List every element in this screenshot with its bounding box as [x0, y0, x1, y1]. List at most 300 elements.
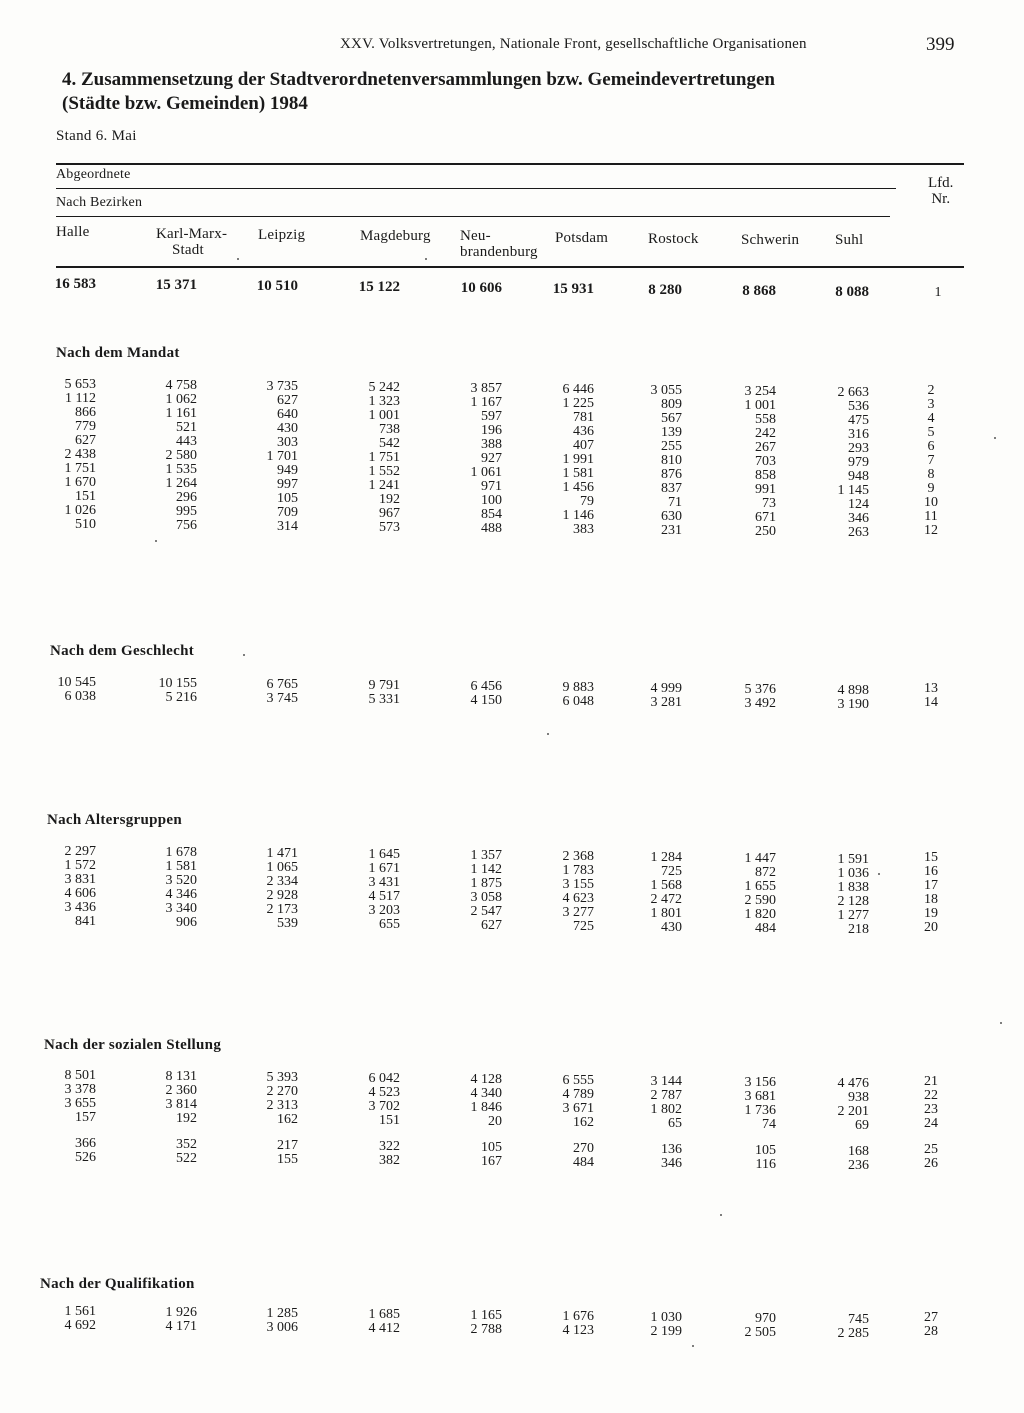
- table-cell: 3 006: [266, 1320, 298, 1335]
- table-cell: 151: [379, 1113, 400, 1128]
- top-rule: [56, 163, 964, 165]
- data-column-block: [369, 679, 401, 707]
- table-cell: 352: [176, 1137, 197, 1152]
- table-cell: 627: [75, 433, 96, 448]
- table-cell: 484: [755, 921, 776, 936]
- data-column-block: [65, 1305, 97, 1333]
- table-cell: 4 758: [165, 378, 197, 393]
- table-cell: 6 042: [368, 1071, 400, 1086]
- lfd-nr-column: [916, 851, 946, 935]
- table-cell: 430: [661, 920, 682, 935]
- table-cell: 627: [277, 393, 298, 408]
- table-cell: 136: [661, 1142, 682, 1157]
- table-cell: 1 167: [470, 395, 502, 410]
- table-cell: 2 173: [266, 902, 298, 917]
- data-column-block: [651, 851, 683, 935]
- header-bottom-rule: [56, 266, 964, 268]
- table-cell: 250: [755, 524, 776, 539]
- total-halle: 16 583: [54, 276, 96, 292]
- data-column-block: [369, 848, 401, 932]
- table-cell: 1 926: [165, 1305, 197, 1320]
- table-cell: 2 313: [266, 1098, 298, 1113]
- table-cell: 382: [379, 1153, 400, 1168]
- table-cell: 3 735: [266, 379, 298, 394]
- data-column-block: [563, 1074, 595, 1170]
- table-cell: 73: [762, 496, 776, 511]
- table-cell: 2 270: [266, 1084, 298, 1099]
- table-cell: 3 681: [744, 1089, 776, 1104]
- table-cell: 4 346: [165, 887, 197, 902]
- table-cell: 3 277: [562, 905, 594, 920]
- table-cell: 781: [573, 410, 594, 425]
- lfd-nr-cell: 5: [927, 425, 935, 440]
- table-cell: 573: [379, 520, 400, 535]
- lfd-nr-cell: 17: [924, 878, 938, 893]
- table-cell: 1 591: [837, 852, 869, 867]
- table-cell: 196: [481, 423, 502, 438]
- total-potsdam: 15 931: [552, 281, 594, 297]
- table-cell: 4 412: [368, 1321, 400, 1336]
- table-cell: 510: [75, 517, 96, 532]
- table-cell: 2 360: [165, 1083, 197, 1098]
- table-cell: 2 580: [165, 448, 197, 463]
- table-cell: 168: [848, 1144, 869, 1159]
- lfd-nr-cell: 11: [924, 509, 938, 524]
- table-cell: 567: [661, 411, 682, 426]
- table-title-line2: (Städte bzw. Gemeinden) 1984: [62, 93, 308, 114]
- data-column-block: [563, 383, 595, 537]
- table-cell: 1 655: [744, 879, 776, 894]
- lfd-nr-cell: 27: [924, 1310, 938, 1325]
- table-cell: 2 297: [64, 844, 96, 859]
- table-cell: 3 492: [744, 696, 776, 711]
- section-heading-mandat: Nach dem Mandat: [56, 345, 180, 361]
- table-cell: 1 241: [368, 478, 400, 493]
- scan-speck: [994, 437, 996, 439]
- table-cell: 1 471: [266, 846, 298, 861]
- table-cell: 2 788: [470, 1322, 502, 1337]
- table-cell: 703: [755, 454, 776, 469]
- table-cell: 9 791: [368, 678, 400, 693]
- table-cell: 1 026: [64, 503, 96, 518]
- col-head-line2: brandenburg: [460, 244, 538, 260]
- table-cell: 756: [176, 518, 197, 533]
- table-cell: 738: [379, 422, 400, 437]
- table-cell: 139: [661, 425, 682, 440]
- table-cell: 1 568: [650, 878, 682, 893]
- table-cell: 236: [848, 1158, 869, 1173]
- table-cell: 314: [277, 519, 298, 534]
- table-cell: 1 225: [562, 396, 594, 411]
- table-cell: 8 501: [64, 1068, 96, 1083]
- table-cell: 71: [668, 495, 682, 510]
- table-cell: 597: [481, 409, 502, 424]
- table-cell: 74: [762, 1117, 776, 1132]
- data-column-block: [65, 845, 97, 929]
- table-cell: 3 745: [266, 691, 298, 706]
- data-column-block: [838, 1077, 870, 1173]
- nach-bezirken-label: Nach Bezirken: [56, 195, 143, 210]
- scan-speck: [243, 654, 245, 656]
- table-cell: 1 062: [165, 392, 197, 407]
- table-cell: 270: [573, 1141, 594, 1156]
- table-cell: 484: [573, 1155, 594, 1170]
- table-cell: 1 447: [744, 851, 776, 866]
- data-column-block: [838, 1313, 870, 1341]
- data-column-block: [745, 683, 777, 711]
- data-column-block: [369, 1308, 401, 1336]
- table-cell: 6 456: [470, 679, 502, 694]
- data-column-block: [369, 381, 401, 535]
- lfd-nr-cell: 4: [927, 411, 935, 426]
- table-cell: 997: [277, 477, 298, 492]
- table-cell: 1 142: [470, 862, 502, 877]
- table-cell: 1 572: [64, 858, 96, 873]
- col-head-line1: Neu-: [460, 228, 491, 244]
- table-cell: 2 201: [837, 1104, 869, 1119]
- col-head-leipzig: [258, 227, 305, 243]
- table-cell: 3 436: [64, 900, 96, 915]
- table-cell: 5 216: [165, 690, 197, 705]
- table-cell: 995: [176, 504, 197, 519]
- table-cell: 1 165: [470, 1308, 502, 1323]
- table-cell: 2 334: [266, 874, 298, 889]
- section-heading-qualifikation: Nach der Qualifikation: [40, 1276, 195, 1292]
- lfd-nr-cell: 7: [927, 453, 935, 468]
- scan-speck: [720, 1214, 722, 1216]
- table-cell: 521: [176, 420, 197, 435]
- table-cell: 116: [755, 1157, 776, 1172]
- table-cell: 346: [661, 1156, 682, 1171]
- data-column-block: [166, 1070, 198, 1166]
- data-column-block: [745, 1312, 777, 1340]
- col-head-rostock: [648, 231, 699, 247]
- table-cell: 970: [755, 1311, 776, 1326]
- table-cell: 3 857: [470, 381, 502, 396]
- table-cell: 3 671: [562, 1101, 594, 1116]
- table-cell: 1 285: [266, 1306, 298, 1321]
- table-cell: 4 171: [165, 1319, 197, 1334]
- table-cell: 20: [488, 1114, 502, 1129]
- table-cell: 155: [277, 1152, 298, 1167]
- table-cell: 6 048: [562, 694, 594, 709]
- data-column-block: [651, 1311, 683, 1339]
- table-cell: 303: [277, 435, 298, 450]
- table-cell: 3 655: [64, 1096, 96, 1111]
- table-cell: 4 692: [64, 1318, 96, 1333]
- lfd-nr-cell: 6: [927, 439, 935, 454]
- table-cell: 5 331: [368, 692, 400, 707]
- table-cell: 430: [277, 421, 298, 436]
- table-cell: 810: [661, 453, 682, 468]
- lfd-nr-cell: 19: [924, 906, 938, 921]
- table-cell: 2 199: [650, 1324, 682, 1339]
- table-cell: 4 476: [837, 1076, 869, 1091]
- table-cell: 1 991: [562, 452, 594, 467]
- table-cell: 1 456: [562, 480, 594, 495]
- table-cell: 4 123: [562, 1323, 594, 1338]
- table-cell: 3 055: [650, 383, 682, 398]
- lfd-nr-column: [916, 1075, 946, 1171]
- data-column-block: [166, 379, 198, 533]
- table-cell: 10 155: [158, 676, 197, 691]
- table-cell: 4 789: [562, 1087, 594, 1102]
- table-cell: 157: [75, 1110, 96, 1125]
- table-cell: 1 838: [837, 880, 869, 895]
- data-column-block: [563, 681, 595, 709]
- lfd-nr-cell: 9: [927, 481, 935, 496]
- table-cell: 79: [580, 494, 594, 509]
- total-suhl: 8 088: [835, 284, 869, 300]
- table-cell: 1 751: [368, 450, 400, 465]
- table-cell: 640: [277, 407, 298, 422]
- table-cell: 2 547: [470, 904, 502, 919]
- table-cell: 906: [176, 915, 197, 930]
- lfd-nr-cell: 14: [924, 695, 938, 710]
- table-cell: 10 545: [57, 675, 96, 690]
- table-cell: 192: [176, 1111, 197, 1126]
- total-magdeburg: 15 122: [358, 279, 400, 295]
- data-column-block: [651, 384, 683, 538]
- scan-speck: [155, 540, 157, 542]
- scan-speck: [425, 258, 427, 260]
- lfd-nr-cell: 2: [927, 383, 935, 398]
- table-cell: 3 814: [165, 1097, 197, 1112]
- bezirken-rule: [56, 216, 890, 217]
- table-cell: 3 144: [650, 1074, 682, 1089]
- table-cell: 1 736: [744, 1103, 776, 1118]
- col-head-suhl: [835, 232, 863, 248]
- table-cell: 5 242: [368, 380, 400, 395]
- table-cell: 5 376: [744, 682, 776, 697]
- table-cell: 3 155: [562, 877, 594, 892]
- table-cell: 488: [481, 521, 502, 536]
- table-cell: 4 128: [470, 1072, 502, 1087]
- table-cell: 655: [379, 917, 400, 932]
- lfd-nr-cell: 25: [924, 1142, 938, 1157]
- table-cell: 1 323: [368, 394, 400, 409]
- table-cell: 1 561: [64, 1304, 96, 1319]
- table-cell: 809: [661, 397, 682, 412]
- table-cell: 949: [277, 463, 298, 478]
- table-cell: 1 065: [266, 860, 298, 875]
- col-head-line2: Stadt: [172, 242, 204, 258]
- table-cell: 2 928: [266, 888, 298, 903]
- col-head-karl-marx-stadt: [156, 226, 227, 258]
- table-cell: 1 783: [562, 863, 594, 878]
- table-cell: 671: [755, 510, 776, 525]
- table-cell: 837: [661, 481, 682, 496]
- table-cell: 151: [75, 489, 96, 504]
- table-cell: 2 505: [744, 1325, 776, 1340]
- col-head-line1: Rostock: [648, 231, 699, 247]
- table-cell: 1 112: [65, 391, 96, 406]
- table-cell: 1 284: [650, 850, 682, 865]
- lfd-nr-cell: 18: [924, 892, 938, 907]
- table-cell: 407: [573, 438, 594, 453]
- data-column-block: [563, 1310, 595, 1338]
- total-rostock: 8 280: [648, 282, 682, 298]
- table-cell: 539: [277, 916, 298, 931]
- lfd-nr-cell: 8: [927, 467, 935, 482]
- table-cell: 725: [573, 919, 594, 934]
- data-column-block: [745, 385, 777, 539]
- table-cell: 1 146: [562, 508, 594, 523]
- table-cell: 316: [848, 427, 869, 442]
- scan-speck: [1000, 1022, 1002, 1024]
- table-cell: 4 150: [470, 693, 502, 708]
- table-cell: 9 883: [562, 680, 594, 695]
- stand-date: Stand 6. Mai: [56, 128, 137, 144]
- table-cell: 231: [661, 523, 682, 538]
- table-cell: 2 438: [64, 447, 96, 462]
- data-column-block: [471, 680, 503, 708]
- table-cell: 536: [848, 399, 869, 414]
- col-head-line1: Magdeburg: [360, 228, 431, 244]
- table-cell: 1 552: [368, 464, 400, 479]
- lfd-nr-cell: 16: [924, 864, 938, 879]
- table-cell: 1 357: [470, 848, 502, 863]
- table-cell: 167: [481, 1154, 502, 1169]
- table-cell: 3 378: [64, 1082, 96, 1097]
- table-cell: 255: [661, 439, 682, 454]
- table-cell: 388: [481, 437, 502, 452]
- table-cell: 65: [668, 1116, 682, 1131]
- total-leipzig: 10 510: [256, 278, 298, 294]
- data-column-block: [267, 847, 299, 931]
- table-cell: 1 277: [837, 908, 869, 923]
- data-column-block: [563, 850, 595, 934]
- col-head-line1: Halle: [56, 224, 90, 240]
- table-cell: 1 535: [165, 462, 197, 477]
- table-cell: 927: [481, 451, 502, 466]
- table-cell: 217: [277, 1138, 298, 1153]
- table-cell: 263: [848, 525, 869, 540]
- table-cell: 3 058: [470, 890, 502, 905]
- table-cell: 6 555: [562, 1073, 594, 1088]
- table-cell: 1 001: [744, 398, 776, 413]
- lfd-nr-cell: 24: [924, 1116, 938, 1131]
- table-cell: 630: [661, 509, 682, 524]
- table-cell: 1 701: [266, 449, 298, 464]
- lfd-nr-cell: 10: [924, 495, 938, 510]
- data-column-block: [267, 678, 299, 706]
- scan-speck: [547, 733, 549, 735]
- table-cell: 1 030: [650, 1310, 682, 1325]
- data-column-block: [159, 677, 198, 705]
- table-cell: 948: [848, 469, 869, 484]
- lfd-nr-cell: 28: [924, 1324, 938, 1339]
- data-column-block: [65, 378, 97, 532]
- scan-speck: [237, 258, 239, 260]
- table-cell: 5 653: [64, 377, 96, 392]
- table-cell: 841: [75, 914, 96, 929]
- table-cell: 991: [755, 482, 776, 497]
- lfd-nr-column: [916, 1311, 946, 1339]
- table-cell: 2 590: [744, 893, 776, 908]
- table-cell: 383: [573, 522, 594, 537]
- table-cell: 866: [75, 405, 96, 420]
- table-cell: 3 190: [837, 697, 869, 712]
- table-cell: 8 131: [165, 1069, 197, 1084]
- table-cell: 6 038: [64, 689, 96, 704]
- table-cell: 6 765: [266, 677, 298, 692]
- total-karl-marx-stadt: 15 371: [155, 277, 197, 293]
- data-column-block: [838, 853, 870, 937]
- col-head-schwerin: [741, 232, 799, 248]
- data-column-block: [745, 852, 777, 936]
- data-column-block: [651, 682, 683, 710]
- table-cell: 3 203: [368, 903, 400, 918]
- data-column-block: [651, 1075, 683, 1171]
- table-cell: 725: [661, 864, 682, 879]
- table-cell: 1 264: [165, 476, 197, 491]
- table-cell: 627: [481, 918, 502, 933]
- table-cell: 322: [379, 1139, 400, 1154]
- table-cell: 1 145: [837, 483, 869, 498]
- table-cell: 3 281: [650, 695, 682, 710]
- table-cell: 542: [379, 436, 400, 451]
- lfd-nr-cell: 15: [924, 850, 938, 865]
- table-cell: 105: [277, 491, 298, 506]
- table-cell: 475: [848, 413, 869, 428]
- table-cell: 4 606: [64, 886, 96, 901]
- data-column-block: [471, 1073, 503, 1169]
- data-column-block: [471, 382, 503, 536]
- table-cell: 443: [176, 434, 197, 449]
- data-column-block: [267, 1307, 299, 1335]
- table-cell: 4 523: [368, 1085, 400, 1100]
- scan-speck: [878, 873, 880, 875]
- table-cell: 6 446: [562, 382, 594, 397]
- data-column-block: [58, 676, 97, 704]
- lfd-nr-column: [916, 384, 946, 538]
- col-head-line1: Suhl: [835, 232, 864, 248]
- data-column-block: [267, 380, 299, 534]
- lfd-nr-header: [928, 175, 953, 207]
- table-cell: 162: [573, 1115, 594, 1130]
- data-column-block: [838, 386, 870, 540]
- total-lfd: 1: [934, 285, 942, 300]
- table-cell: 69: [855, 1118, 869, 1133]
- table-title: [62, 68, 775, 116]
- table-cell: 4 340: [470, 1086, 502, 1101]
- data-column-block: [166, 1306, 198, 1334]
- table-cell: 2 663: [837, 385, 869, 400]
- table-cell: 1 678: [165, 845, 197, 860]
- table-cell: 1 161: [165, 406, 197, 421]
- table-cell: 4 517: [368, 889, 400, 904]
- table-cell: 745: [848, 1312, 869, 1327]
- table-cell: 1 801: [650, 906, 682, 921]
- table-cell: 1 820: [744, 907, 776, 922]
- lfd-nr-cell: 13: [924, 681, 938, 696]
- table-cell: 971: [481, 479, 502, 494]
- col-head-potsdam: [555, 230, 608, 246]
- section-heading-geschlecht: Nach dem Geschlecht: [50, 643, 195, 659]
- col-head-magdeburg: [360, 228, 431, 244]
- data-column-block: [471, 849, 503, 933]
- table-cell: 1 001: [368, 408, 400, 423]
- table-cell: 2 787: [650, 1088, 682, 1103]
- table-cell: 4 623: [562, 891, 594, 906]
- table-cell: 1 061: [470, 465, 502, 480]
- abgeordnete-rule: [56, 188, 896, 189]
- table-cell: 3 520: [165, 873, 197, 888]
- section-heading-soziale-stellung: Nach der sozialen Stellung: [44, 1037, 222, 1053]
- abgeordnete-label: Abgeordnete: [56, 167, 131, 182]
- data-column-block: [471, 1309, 503, 1337]
